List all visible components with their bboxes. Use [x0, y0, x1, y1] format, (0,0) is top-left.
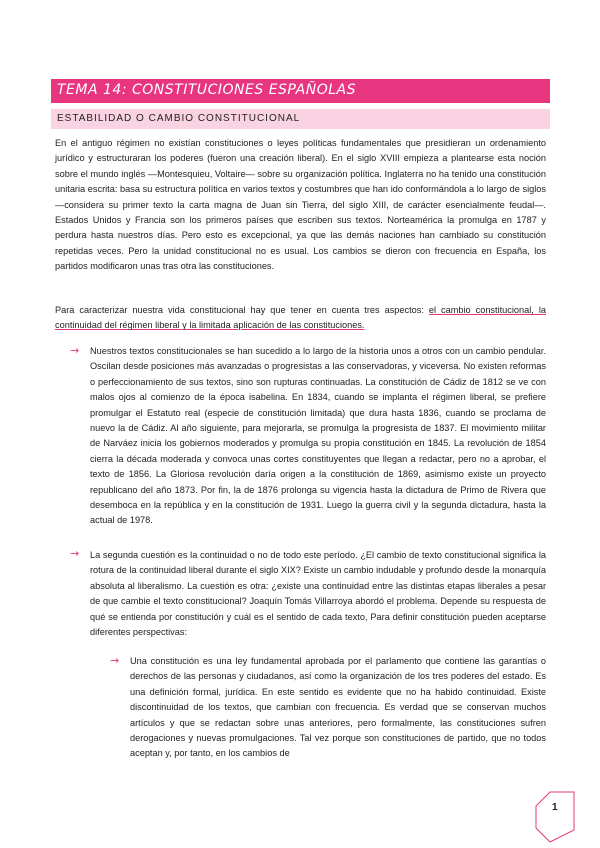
sub-bullet-formal-definition: Una constitución es una ley fundamental aprobada por el parlamento que contiene las garantías o derechos de las personas y ciudadanos, así como la organización de los tres poderes del estado. Es una definición formal, jurídica. En este sentido es evidente que no ha habido continuidad. Existe discontinuidad de los textos, que cambian con frecuencia. Es verdad que se conservan muchos artículos y que se redactan sobre unas anteriores, pero formalmente, las constituciones sufren derogaciones y nuevas promulgaciones. Tal vez porque son constituciones de partido, que no todos aceptan y, por tanto, en los cambios de: [130, 656, 546, 759]
section-heading: ESTABILIDAD O CAMBIO CONSTITUCIONAL: [57, 113, 301, 124]
aspects-underlined: el cambio constitucional, la continuidad del régimen liberal y la limitada aplicación de las constituciones.: [55, 305, 546, 331]
bullet-constitutional-change: Nuestros textos constitucionales se han sucedido a lo largo de la historia unos a otros con un cambio pendular. Oscilan desde posiciones más avanzadas o progresistas a las conservadoras, y viceversa. No existen reformas o perfeccionamiento de sus textos, sino son rupturas continuadas. La constitución de Cádiz de 1812 se ve con malos ojos al comienzo de la época isabelina. En 1834, cuando se implanta el régimen liberal, se prefiere promulgar el Estatuto real (especie de constitución limitada) que dura hasta 1836, cuando se proclama de nuevo la de Cádiz. Al año siguiente, para mejorarla, se promulga la progresista de 1837. El movimiento militar de Narváez inicia los gobiernos moderados y promulga su propia constitución en 1845. La revolución de 1854 cierra la década moderada y convoca unas cortes constituyentes que llegan a redactar, pero no a aprobar, el texto de 1856. La Gloriosa revolución daría origen a la constitución de 1869, asimismo existe un proyecto republicano del año 1873. Por fin, la de 1876 prolonga su vigencia hasta la dictadura de Primo de Rivera que desemboca en la república y en la constitución de 1931. Luego la guerra civil y la segunda dictadura, hasta la actual de 1978.: [90, 346, 546, 526]
section-banner: [51, 109, 550, 129]
bullet-continuity: La segunda cuestión es la continuidad o no de todo este período. ¿El cambio de texto constitucional significa la rotura de la continuidad liberal durante el siglo XIX? Existe un cambio indudable y profundo desde la monarquía absoluta al liberalismo. La cuestión es otra: ¿existe una continuidad entre las distintas etapas liberales a pesar de que cambie el texto constitucional? Joaquín Tomás Villarroya abordó el problema. Depende su respuesta de qué se entienda por constitución y cuál es el sentido de cada texto, Para definir constitución pueden aceptarse diferentes perspectivas:: [90, 550, 546, 638]
page-number: 1: [552, 802, 558, 813]
page-title: TEMA 14: CONSTITUCIONES ESPAÑOLAS: [57, 82, 357, 98]
intro-paragraph: En el antiguo régimen no existían constituciones o leyes políticas fundamentales que presidieran un ordenamiento jurídico y estructuraran los poderes (fueron una creación liberal). En el siglo XVIII empieza a plantearse esta noción sobre el mundo inglés —Montesquieu, Voltaire— sobre su organización política. Inglaterra no ha tenido una constitución unitaria escrita: basa su estructura política en varios textos y costumbres que han ido conformándola a lo largo de siglos —considera su primer texto la carta magna de Juan sin Tierra, del siglo XIII, de carácter esencialmente feudal—. Estados Unidos y Francia son los primeros países que escriben sus textos. Norteamérica la promulga en 1787 y perdura hasta nuestros días. Pero esto es excepcional, ya que las demás naciones han cambiado su constitución repetidas veces. Pero la unidad constitucional no es usual. Los cambios se dieron con frecuencia en España, los partidos modificaron unas tras otra las constituciones.: [55, 138, 546, 272]
title-banner: [51, 79, 550, 103]
aspects-lead: Para caracterizar nuestra vida constitucional hay que tener en cuenta tres aspectos:: [55, 305, 429, 315]
aspects-paragraph: [55, 303, 546, 334]
sub-bullet-arrow-icon: →: [110, 654, 120, 667]
bullet-arrow-icon: →: [70, 547, 80, 560]
bullet-arrow-icon: →: [70, 344, 80, 357]
page-number-corner-icon: [528, 784, 588, 844]
